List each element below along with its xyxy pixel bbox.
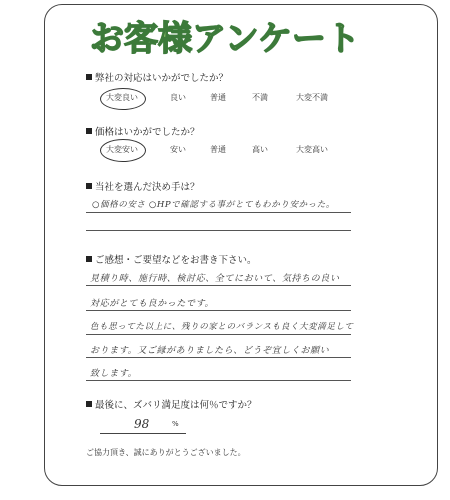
question-deciding-factor: [86, 179, 200, 193]
survey-title-text: お客様アンケート: [90, 19, 360, 59]
thanks-message: ご協力頂き、誠にありがとうございました。: [86, 448, 246, 457]
selected-circle-mark: [100, 88, 146, 110]
answer-line: [86, 334, 351, 335]
question-comments-label: ご感想・ご要望などをお書き下さい。: [95, 255, 257, 266]
question-price-label: 価格はいかがでしたか？: [95, 127, 200, 138]
square-bullet-icon: [86, 256, 92, 262]
price-option-normal[interactable]: 普通: [210, 145, 226, 154]
service-option-good[interactable]: 良い: [170, 93, 186, 102]
price-option-very-cheap[interactable]: 大変安い: [106, 145, 138, 154]
answer-line: [86, 310, 351, 311]
satisfaction-line: [100, 433, 186, 434]
square-bullet-icon: [86, 401, 92, 407]
service-option-normal[interactable]: 普通: [210, 93, 226, 102]
deciding-factor-answer: ○価格の安さ ○HPで確認する事がとてもわかり安かった。: [92, 200, 335, 210]
answer-line: [86, 357, 351, 358]
question-service: [86, 70, 228, 84]
question-satisfaction: [86, 397, 257, 411]
comment-line: おります。又ご縁がありましたら、どうぞ宜しくお願い: [90, 346, 330, 356]
comment-line: 対応がとても良かったです。: [90, 299, 215, 309]
answer-line: [86, 380, 351, 381]
square-bullet-icon: [86, 74, 92, 80]
question-satisfaction-label: 最後に、ズバリ満足度は何％ですか？: [95, 400, 257, 411]
square-bullet-icon: [86, 128, 92, 134]
answer-line: [86, 212, 351, 213]
answer-line: [86, 285, 351, 286]
question-service-label: 弊社の対応はいかがでしたか？: [95, 73, 229, 84]
service-option-very-good[interactable]: 大変良い: [106, 93, 138, 102]
price-option-very-expensive[interactable]: 大変高い: [296, 145, 328, 154]
service-option-unsatisfied[interactable]: 不満: [252, 93, 268, 102]
comment-line: 見積り時、施行時、検討応、全てにおいて、気持ちの良い: [90, 274, 340, 284]
price-options: [92, 144, 342, 158]
survey-title: [70, 10, 380, 64]
price-option-cheap[interactable]: 安い: [170, 145, 186, 154]
comment-line: 色も思ってた以上に、残りの家とのバランスも良く大変満足して: [90, 322, 354, 332]
service-options: [92, 92, 342, 106]
comment-line: 致します。: [90, 369, 138, 379]
question-comments: [86, 252, 257, 266]
question-price: [86, 124, 200, 138]
question-deciding-factor-label: 当社を選んだ決め手は？: [95, 182, 200, 193]
answer-line: [86, 230, 351, 231]
square-bullet-icon: [86, 183, 92, 189]
service-option-very-unsatisfied[interactable]: 大変不満: [296, 93, 328, 102]
satisfaction-value: 98: [134, 417, 150, 431]
price-option-expensive[interactable]: 高い: [252, 145, 268, 154]
selected-circle-mark: [100, 139, 146, 162]
satisfaction-unit: %: [172, 420, 179, 428]
